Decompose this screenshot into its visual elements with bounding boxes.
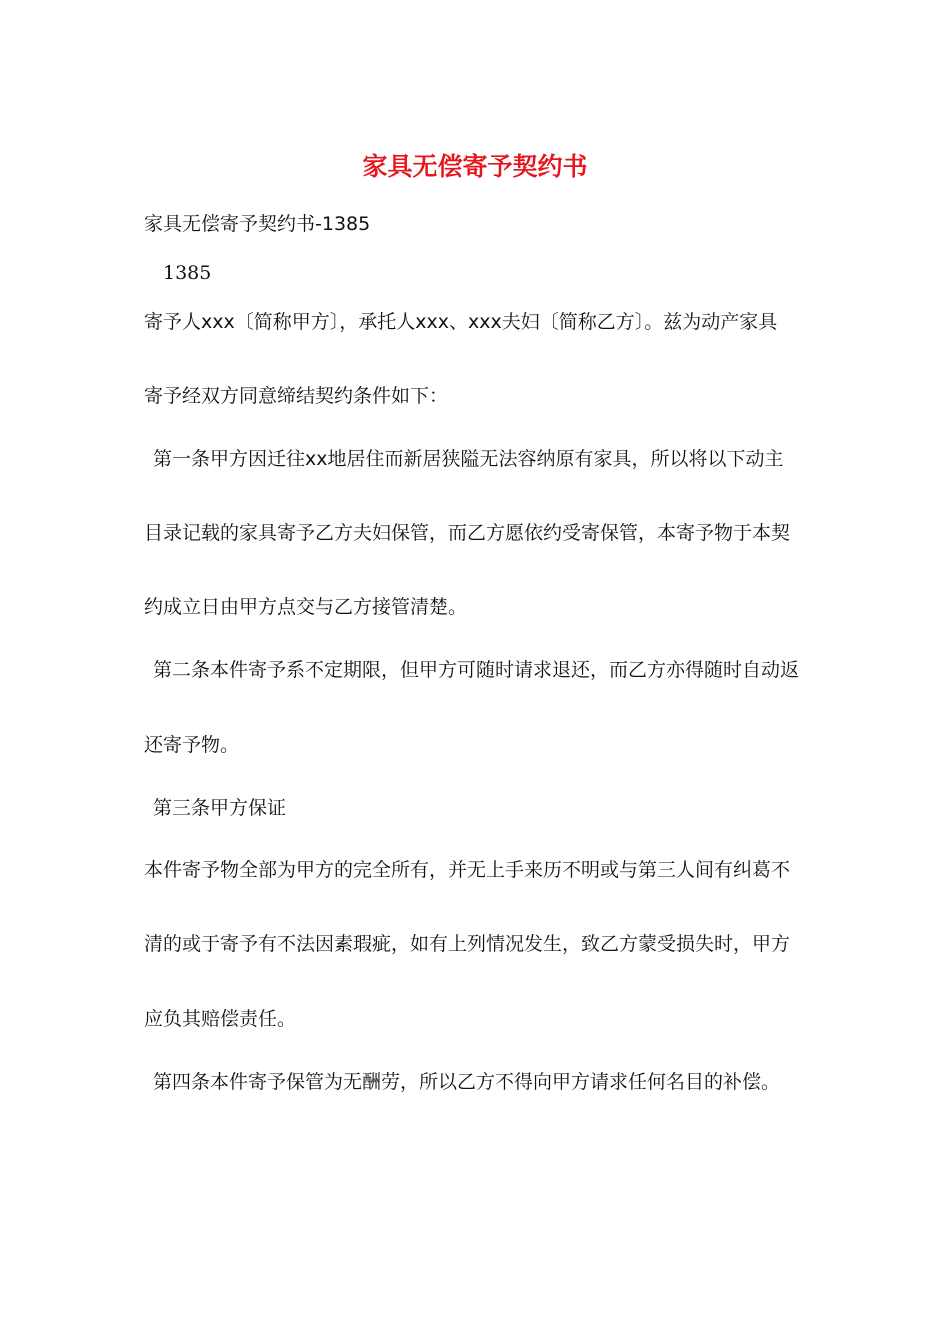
article-2-line: 第二条本件寄予系不定期限，但甲方可随时请求退还，而乙方亦得随时自动返 [153, 659, 800, 681]
article-3-line: 本件寄予物全部为甲方的完全所有，并无上手来历不明或与第三人间有纠葛不 [144, 859, 791, 881]
article-1-line: 目录记载的家具寄予乙方夫妇保管，而乙方愿依约受寄保管，本寄予物于本契 [144, 522, 791, 544]
article-2-line: 还寄予物。 [144, 734, 240, 756]
paragraph-line: 寄予人xxx〔简称甲方〕，承托人xxx、xxx夫妇〔简称乙方〕。兹为动产家具 [144, 311, 778, 333]
subtitle-line: 家具无偿寄予契约书-1385 [144, 213, 371, 235]
article-4-line: 第四条本件寄予保管为无酬劳，所以乙方不得向甲方请求任何名目的补偿。 [153, 1071, 781, 1093]
paragraph-line: 寄予经双方同意缔结契约条件如下： [144, 385, 449, 407]
document-number: 1385 [163, 262, 212, 284]
article-1-line: 第一条甲方因迁往xx地居住而新居狭隘无法容纳原有家具，所以将以下动主 [153, 448, 784, 470]
article-3-line: 应负其赔偿责任。 [144, 1008, 297, 1030]
article-3-heading: 第三条甲方保证 [153, 797, 287, 819]
document-title: 家具无偿寄予契约书 [362, 152, 588, 181]
article-1-line: 约成立日由甲方点交与乙方接管清楚。 [144, 596, 468, 618]
article-3-line: 清的或于寄予有不法因素瑕疵，如有上列情况发生，致乙方蒙受损失时，甲方 [144, 933, 791, 955]
